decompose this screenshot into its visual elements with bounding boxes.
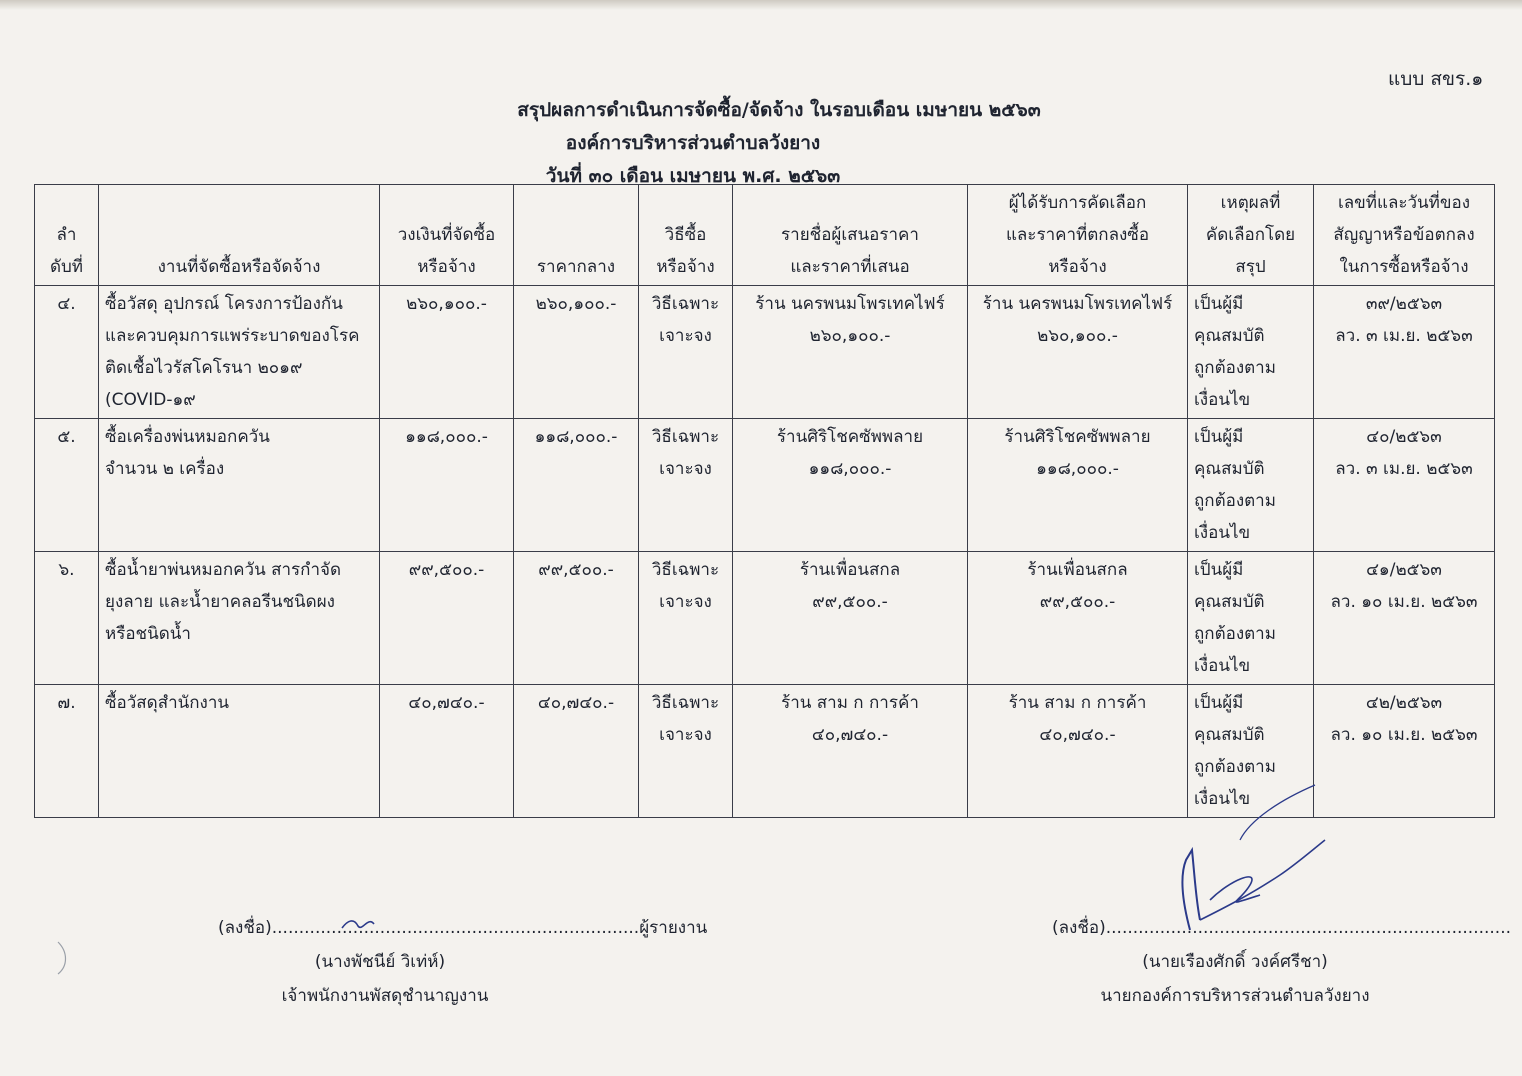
- row-item: ซื้อเครื่องพ่นหมอกควัน จำนวน ๒ เครื่อง: [99, 419, 380, 552]
- scan-top-edge: [0, 0, 1522, 10]
- scan-mark: [52, 938, 72, 978]
- row-method: วิธีเฉพาะ เจาะจง: [639, 419, 733, 552]
- row-item: ซื้อน้ำยาพ่นหมอกควัน สารกำจัด ยุงลาย และน้ำยาคลอรีนชนิดผง หรือชนิดน้ำ: [99, 552, 380, 685]
- header-item: งานที่จัดซื้อหรือจัดจ้าง: [99, 185, 380, 286]
- row-contract: ๔๑/๒๕๖๓ ลว. ๑๐ เม.ย. ๒๕๖๓: [1314, 552, 1495, 685]
- table-row: [35, 286, 1495, 419]
- row-method: วิธีเฉพาะ เจาะจง: [639, 552, 733, 685]
- row-ref-price: ๔๐,๗๔๐.-: [514, 685, 639, 818]
- row-budget: ๙๙,๕๐๐.-: [380, 552, 514, 685]
- row-winner: ร้านเพื่อนสกล ๙๙,๕๐๐.-: [968, 552, 1188, 685]
- left-signer-name: (นางพัชนีย์ วิเท่ห์): [314, 952, 446, 972]
- row-no: ๗.: [35, 685, 99, 818]
- row-reason: เป็นผู้มี คุณสมบัติ ถูกต้องตาม เงื่อนไข: [1188, 685, 1314, 818]
- right-signature-line: (ลงชื่อ)...........................................................................: [1052, 918, 1512, 938]
- table-row: [35, 552, 1495, 685]
- header-winner: ผู้ได้รับการคัดเลือก และราคาที่ตกลงซื้อ หรือจ้าง: [968, 185, 1188, 286]
- procurement-table: [34, 184, 1495, 818]
- form-code: แบบ สขร.๑: [1388, 68, 1484, 90]
- header-reason: เหตุผลที่ คัดเลือกโดย สรุป: [1188, 185, 1314, 286]
- row-budget: ๒๖๐,๑๐๐.-: [380, 286, 514, 419]
- row-budget: ๔๐,๗๔๐.-: [380, 685, 514, 818]
- left-signature-line: (ลงชื่อ)....................................................................ผู้รายงาน: [218, 918, 708, 938]
- row-no: ๔.: [35, 286, 99, 419]
- row-winner: ร้าน สาม ก การค้า ๔๐,๗๔๐.-: [968, 685, 1188, 818]
- report-title: สรุปผลการดำเนินการจัดซื้อ/จัดจ้าง ในรอบเดือน เมษายน ๒๕๖๓: [517, 99, 1041, 121]
- row-reason: เป็นผู้มี คุณสมบัติ ถูกต้องตาม เงื่อนไข: [1188, 286, 1314, 419]
- left-signer-title: เจ้าพนักงานพัสดุชำนาญงาน: [281, 986, 489, 1006]
- right-signer-name: (นายเรืองศักดิ์ วงค์ศรีชา): [1142, 952, 1328, 972]
- row-bidder: ร้านเพื่อนสกล ๙๙,๕๐๐.-: [733, 552, 968, 685]
- organization-name: องค์การบริหารส่วนตำบลวังยาง: [565, 132, 821, 154]
- header-budget: วงเงินที่จัดซื้อ หรือจ้าง: [380, 185, 514, 286]
- left-signature-mark: [338, 912, 378, 934]
- table-row: [35, 419, 1495, 552]
- row-method: วิธีเฉพาะ เจาะจง: [639, 685, 733, 818]
- header-method: วิธีซื้อ หรือจ้าง: [639, 185, 733, 286]
- row-bidder: ร้าน นครพนมโพรเทคไฟร์ ๒๖๐,๑๐๐.-: [733, 286, 968, 419]
- table-header-row: [35, 185, 1495, 286]
- right-signer-title: นายกองค์การบริหารส่วนตำบลวังยาง: [1100, 986, 1370, 1006]
- header-bidders: รายชื่อผู้เสนอราคา และราคาที่เสนอ: [733, 185, 968, 286]
- row-item: ซื้อวัสดุสำนักงาน: [99, 685, 380, 818]
- row-budget: ๑๑๘,๐๐๐.-: [380, 419, 514, 552]
- row-reason: เป็นผู้มี คุณสมบัติ ถูกต้องตาม เงื่อนไข: [1188, 552, 1314, 685]
- report-date: วันที่ ๓๐ เดือน เมษายน พ.ศ. ๒๕๖๓: [545, 165, 841, 187]
- row-method: วิธีเฉพาะ เจาะจง: [639, 286, 733, 419]
- row-bidder: ร้านศิริโชคซัพพลาย ๑๑๘,๐๐๐.-: [733, 419, 968, 552]
- header-ref-price: ราคากลาง: [514, 185, 639, 286]
- row-winner: ร้าน นครพนมโพรเทคไฟร์ ๒๖๐,๑๐๐.-: [968, 286, 1188, 419]
- row-no: ๖.: [35, 552, 99, 685]
- row-bidder: ร้าน สาม ก การค้า ๔๐,๗๔๐.-: [733, 685, 968, 818]
- row-ref-price: ๑๑๘,๐๐๐.-: [514, 419, 639, 552]
- header-no: ลำ ดับที่: [35, 185, 99, 286]
- row-no: ๕.: [35, 419, 99, 552]
- row-contract: ๔๐/๒๕๖๓ ลว. ๓ เม.ย. ๒๕๖๓: [1314, 419, 1495, 552]
- row-item: ซื้อวัสดุ อุปกรณ์ โครงการป้องกัน และควบคุมการแพร่ระบาดของโรค ติดเชื้อไวรัสโคโรนา ๒๐๑๙ (COVID-๑๙: [99, 286, 380, 419]
- header-contract: เลขที่และวันที่ของ สัญญาหรือข้อตกลง ในการซื้อหรือจ้าง: [1314, 185, 1495, 286]
- row-contract: ๔๒/๒๕๖๓ ลว. ๑๐ เม.ย. ๒๕๖๓: [1314, 685, 1495, 818]
- right-signature-mark: [1140, 780, 1340, 950]
- row-ref-price: ๙๙,๕๐๐.-: [514, 552, 639, 685]
- row-contract: ๓๙/๒๕๖๓ ลว. ๓ เม.ย. ๒๕๖๓: [1314, 286, 1495, 419]
- row-winner: ร้านศิริโชคซัพพลาย ๑๑๘,๐๐๐.-: [968, 419, 1188, 552]
- row-ref-price: ๒๖๐,๑๐๐.-: [514, 286, 639, 419]
- row-reason: เป็นผู้มี คุณสมบัติ ถูกต้องตาม เงื่อนไข: [1188, 419, 1314, 552]
